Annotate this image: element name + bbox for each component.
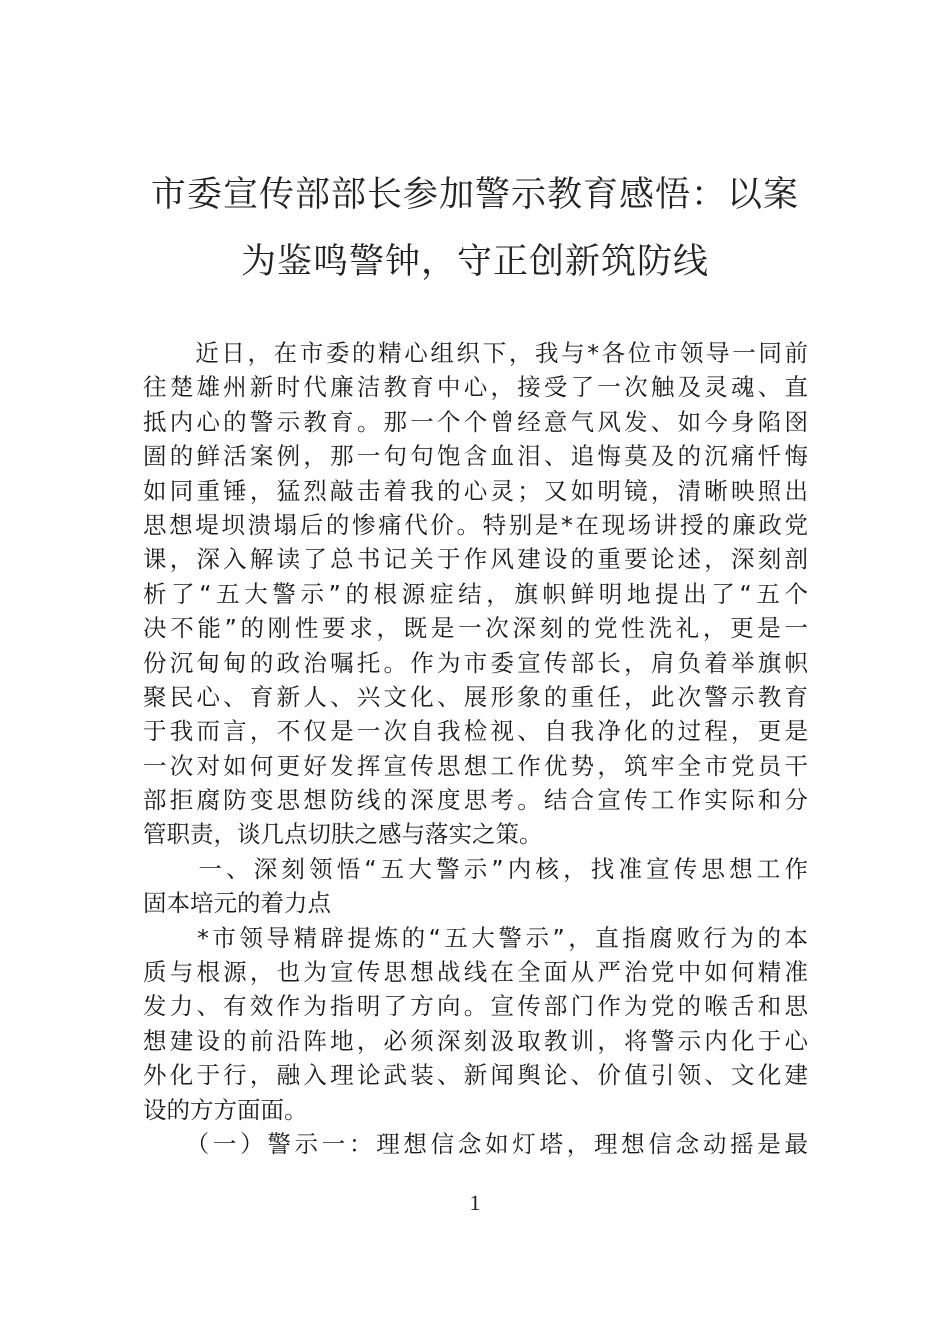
paragraph-line: 析了“五大警示”的根源症结，旗帜鲜明地提出了“五个 (143, 579, 808, 608)
paragraph-line: 部拒腐防变思想防线的深度思考。结合宣传工作实际和分 (143, 786, 808, 815)
paragraph-line: 课，深入解读了总书记关于作风建设的重要论述，深刻剖 (143, 545, 808, 574)
paragraph-line: 想建设的前沿阵地，必须深刻汲取教训，将警示内化于心 (143, 1026, 808, 1055)
paragraph-line: 抵内心的警示教育。那一个个曾经意气风发、如今身陷囹 (143, 407, 808, 436)
paragraph-line: 管职责，谈几点切肤之感与落实之策。 (143, 820, 543, 849)
paragraph-line: 外化于行，融入理论武装、新闻舆论、价值引领、文化建 (143, 1061, 808, 1090)
title-line-1: 市委宣传部部长参加警示教育感悟：以案 (150, 175, 799, 215)
paragraph-line: 质与根源，也为宣传思想战线在全面从严治党中如何精准 (143, 958, 808, 987)
section-heading-line: 固本培元的着力点 (143, 889, 331, 918)
subsection-heading-line: （一）警示一：理想信念如灯塔，理想信念动摇是最 (143, 1129, 808, 1158)
body-text (143, 336, 808, 1161)
paragraph-line: 圄的鲜活案例，那一句句饱含血泪、追悔莫及的沉痛忏悔 (143, 442, 808, 471)
paragraph-line: 于我而言，不仅是一次自我检视、自我净化的过程，更是 (143, 717, 808, 746)
paragraph-line: 往楚雄州新时代廉洁教育中心，接受了一次触及灵魂、直 (143, 373, 808, 402)
paragraph-line: 发力、有效作为指明了方向。宣传部门作为党的喉舌和思 (143, 992, 808, 1021)
page-number: 1 (469, 1190, 481, 1215)
title-line-2: 为鉴鸣警钟，守正创新筑防线 (240, 242, 709, 282)
paragraph-line: 决不能”的刚性要求，既是一次深刻的党性洗礼，更是一 (143, 614, 808, 643)
paragraph-line: 聚民心、育新人、兴文化、展形象的重任，此次警示教育 (143, 682, 808, 711)
paragraph-line: 思想堤坝溃塌后的惨痛代价。特别是*在现场讲授的廉政党 (143, 510, 808, 539)
paragraph-line: 设的方方面面。 (143, 1095, 308, 1124)
paragraph-line: *市领导精辟提炼的“五大警示”，直指腐败行为的本 (143, 923, 808, 952)
paragraph-line: 如同重锤，猛烈敲击着我的心灵；又如明镜，清晰映照出 (143, 476, 808, 505)
paragraph-line: 近日，在市委的精心组织下，我与*各位市领导一同前 (143, 339, 808, 367)
paragraph-line: 一次对如何更好发挥宣传思想工作优势，筑牢全市党员干 (143, 751, 808, 780)
section-heading-line: 一、深刻领悟“五大警示”内核，找准宣传思想工作 (143, 854, 808, 883)
paragraph-line: 份沉甸甸的政治嘱托。作为市委宣传部长，肩负着举旗帜 (143, 648, 808, 677)
